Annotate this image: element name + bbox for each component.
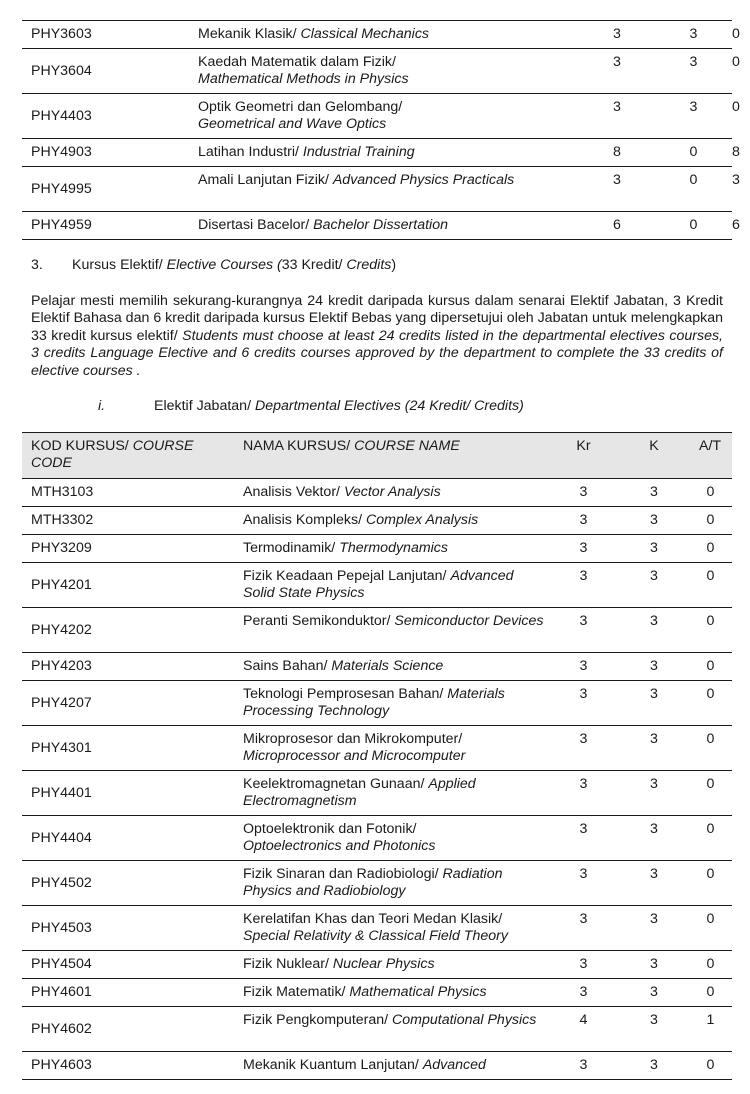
credits-k: 3 [619,653,689,681]
course-name-ms: Fizik Nuklear/ [243,956,333,972]
subsection-heading [98,398,524,414]
credits-k: 0 [655,139,732,167]
course-name-ms: Mekanik Klasik/ [198,26,301,42]
course-name-en: Nuclear Physics [332,956,435,972]
course-name-en: Special Relativity & Classical Field Theory [243,928,508,944]
course-code: PHY4903 [22,139,191,167]
credits-kr: 4 [548,1007,619,1052]
credits-k: 3 [619,535,689,563]
core-courses-table [22,20,740,240]
header-course-code [22,433,236,479]
header-code-ms: KOD KURSUS/ [31,438,133,454]
course-code: PHY4207 [22,681,236,726]
credits-at: 0 [689,861,732,906]
table-row [22,726,732,771]
credits-kr: 3 [579,167,655,212]
credits-kr: 3 [548,479,619,507]
section-title-close: ) [391,257,397,273]
credits-kr: 3 [548,726,619,771]
course-name-en: Mathematical Methods in Physics [198,71,409,87]
credits-k: 3 [655,94,732,139]
course-name [236,535,548,563]
credits-kr: 3 [548,979,619,1007]
credits-at: 0 [689,979,732,1007]
credits-at: 0 [689,951,732,979]
table-row: PHY4403 Optik Geometri dan Gelombang/ Geometrical and Wave Optics 3 3 0 [22,94,732,139]
course-name-en: Advanced Physics Practicals [332,172,515,188]
table-row [22,535,732,563]
course-name [191,21,579,49]
credits-kr: 3 [548,608,619,653]
course-code: PHY4995 [22,167,191,212]
credits-kr: 3 [548,951,619,979]
credits-at: 0 [689,653,732,681]
course-code: MTH3302 [22,507,236,535]
course-name-ms: Kaedah Matematik dalam Fizik/ [198,54,396,70]
credits-k: 3 [619,608,689,653]
section-title-ms: Kursus Elektif/ [72,257,167,273]
course-name-ms: Mikroprosesor dan Mikrokomputer/ [243,731,463,747]
course-name [236,861,548,906]
course-name-ms: Teknologi Pemprosesan Bahan/ [243,686,448,702]
credits-at: 0 [689,608,732,653]
course-name-ms: Optoelektronik dan Fotonik/ [243,821,417,837]
course-name-ms: Mekanik Kuantum Lanjutan/ [243,1057,423,1073]
credits-kr: 3 [548,816,619,861]
course-name-ms: Fizik Keadaan Pepejal Lanjutan/ [243,568,451,584]
course-code: PHY4404 [22,816,236,861]
course-name [236,951,548,979]
course-name-en: Optoelectronics and Photonics [243,838,436,854]
table-row [22,1007,732,1052]
course-name-en: Semiconductor Devices [394,613,544,629]
course-name-en: Complex Analysis [366,512,479,528]
course-name-ms: Fizik Sinaran dan Radiobiologi/ [243,866,443,882]
table-row [22,479,732,507]
course-code: PHY4502 [22,861,236,906]
credits-k: 3 [619,479,689,507]
course-name-ms: Analisis Vektor/ [243,484,344,500]
credits-k: 3 [619,906,689,951]
table-row [22,563,732,608]
course-name [191,212,579,240]
credits-k: 3 [619,507,689,535]
credits-kr: 3 [548,535,619,563]
table-row: PHY4995 Amali Lanjutan Fizik/ Advanced Physics Practicals 3 0 3 [22,167,732,212]
course-code: PHY4202 [22,608,236,653]
credits-k: 3 [619,771,689,816]
course-name [236,653,548,681]
course-name-ms: Termodinamik/ [243,540,340,556]
credits-at: 0 [689,771,732,816]
course-name-ms: Peranti Semikonduktor/ [243,613,395,629]
credits-kr: 3 [548,906,619,951]
course-name-en: Mathematical Physics [349,984,487,1000]
course-name-en: Microprocessor and Microcomputer [243,748,466,764]
course-name-en: Advanced [422,1057,486,1073]
course-name-ms: Analisis Kompleks/ [243,512,367,528]
section-heading [31,257,396,273]
course-name-en: Industrial Training [302,144,415,160]
course-code: PHY4959 [22,212,191,240]
credits-k: 3 [619,681,689,726]
elective-requirement-paragraph [31,293,723,380]
table-row: PHY3604 Kaedah Matematik dalam Fizik/ Mathematical Methods in Physics 3 3 0 [22,49,732,94]
course-name-en: Geometrical and Wave Optics [198,116,387,132]
course-name [236,771,548,816]
credits-k: 3 [619,1052,689,1080]
paragraph-ms: Pelajar mesti memilih sekurang-kurangnya 24 kredit daripada kursus dalam senarai Elektif Jabatan, 3 Kredit Elektif Bahasa dan 6 kredit daripada kursus Elektif Bebas yang dipersetujui oleh Jabatan untuk melengkapkan 33 kredit kursus elektif/ [31,293,723,344]
table-row [22,906,732,951]
course-code: PHY4401 [22,771,236,816]
course-name-en: Advanced Solid State Physics [243,568,514,601]
credits-k: 3 [619,816,689,861]
subsection-number: i. [98,398,106,414]
course-name-en: Computational Physics [392,1012,537,1028]
course-name [236,608,548,653]
credits-k: 0 [655,167,732,212]
course-name-ms: Fizik Matematik/ [243,984,350,1000]
course-name-en: Thermodynamics [339,540,448,556]
credits-at: 0 [689,479,732,507]
course-name-en: Classical Mechanics [300,26,430,42]
course-name-ms: Amali Lanjutan Fizik/ [198,172,333,188]
credits-at: 0 [689,681,732,726]
section-credits-ms: 33 Kredit/ [281,257,347,273]
course-name-en: Vector Analysis [343,484,441,500]
subsection-title-en: Departmental Electives (24 Kredit/ Credits) [254,398,524,414]
course-code: PHY4403 [22,94,191,139]
course-name [191,49,579,94]
table-row [22,861,732,906]
credits-kr: 3 [548,653,619,681]
course-name [191,167,579,212]
credits-at: 0 [689,726,732,771]
course-code: PHY3603 [22,21,191,49]
course-name [191,139,579,167]
credits-at: 0 [689,1052,732,1080]
credits-k: 0 [655,212,732,240]
course-name [236,681,548,726]
course-name-en: Materials Science [331,658,444,674]
header-kr: Kr [548,433,619,479]
credits-k: 3 [619,861,689,906]
departmental-electives-table [22,432,732,1080]
table-row [22,979,732,1007]
course-name [236,816,548,861]
credits-at: 0 [689,563,732,608]
course-code: PHY4203 [22,653,236,681]
course-name-en: Bachelor Dissertation [313,217,448,233]
course-name [236,1052,548,1080]
course-name-ms: Latihan Industri/ [198,144,303,160]
course-name [236,726,548,771]
course-name-ms: Keelektromagnetan Gunaan/ [243,776,429,792]
table-row [22,681,732,726]
table-row [22,507,732,535]
credits-kr: 3 [548,1052,619,1080]
header-k: K [619,433,689,479]
course-name [236,479,548,507]
course-code: PHY3604 [22,49,191,94]
course-name [236,507,548,535]
credits-kr: 3 [579,49,655,94]
course-name-ms: Sains Bahan/ [243,658,332,674]
credits-k: 3 [655,21,732,49]
course-code: PHY4603 [22,1052,236,1080]
course-name-ms: Kerelatifan Khas dan Teori Medan Klasik/ [243,911,503,927]
course-name [236,906,548,951]
table-row [22,608,732,653]
credits-at: 0 [689,906,732,951]
course-name [236,563,548,608]
credits-kr: 3 [579,94,655,139]
credits-kr: 3 [548,507,619,535]
table-row: PHY4959 Disertasi Bacelor/ Bachelor Dissertation 6 0 6 [22,212,732,240]
table-row [22,816,732,861]
credits-at: 0 [689,535,732,563]
table-header-row [22,433,732,479]
header-name-en: COURSE NAME [354,438,460,454]
course-name-en: Applied Electromagnetism [243,776,476,809]
section-title-en: Elective Courses ( [166,257,282,273]
course-name [191,94,579,139]
credits-kr: 3 [548,681,619,726]
course-code: PHY3209 [22,535,236,563]
credits-k: 3 [619,563,689,608]
credits-kr: 3 [579,21,655,49]
credits-kr: 8 [579,139,655,167]
course-code: PHY4601 [22,979,236,1007]
course-name [236,1007,548,1052]
header-code-en: COURSE CODE [31,438,194,471]
course-name-ms: Optik Geometri dan Gelombang/ [198,99,403,115]
course-name-en: Materials Processing Technology [243,686,505,719]
credits-k: 3 [619,951,689,979]
course-code: PHY4301 [22,726,236,771]
course-code: PHY4201 [22,563,236,608]
header-at: A/T [689,433,732,479]
header-name-ms: NAMA KURSUS/ [243,438,355,454]
course-code: PHY4503 [22,906,236,951]
subsection-title-ms: Elektif Jabatan/ [154,398,255,414]
credits-at: 0 [689,507,732,535]
credits-k: 3 [655,49,732,94]
section-number: 3. [31,257,43,273]
course-code: MTH3103 [22,479,236,507]
paragraph-en: Students must choose at least 24 credits listed in the departmental electives courses, 3 credits Language Elective and 6 credits courses approved by the department to complete the 33 credits of elective courses . [31,327,723,379]
section-credits-en: Credits [346,257,392,273]
credits-k: 3 [619,979,689,1007]
credits-at: 0 [689,816,732,861]
table-row: PHY3603 Mekanik Klasik/ Classical Mechanics 3 3 0 [22,21,732,49]
course-name-ms: Fizik Pengkomputeran/ [243,1012,393,1028]
course-name [236,979,548,1007]
credits-k: 3 [619,726,689,771]
course-name-en: Radiation Physics and Radiobiology [243,866,503,899]
table-row [22,771,732,816]
table-row: PHY4903 Latihan Industri/ Industrial Training 8 0 8 [22,139,732,167]
credits-kr: 3 [548,771,619,816]
credits-kr: 6 [579,212,655,240]
course-code: PHY4504 [22,951,236,979]
course-name-ms: Disertasi Bacelor/ [198,217,314,233]
credits-at: 1 [689,1007,732,1052]
credits-k: 3 [619,1007,689,1052]
course-code: PHY4602 [22,1007,236,1052]
table-row [22,653,732,681]
table-row [22,1052,732,1080]
header-course-name [236,433,548,479]
table-row [22,951,732,979]
credits-kr: 3 [548,861,619,906]
credits-kr: 3 [548,563,619,608]
